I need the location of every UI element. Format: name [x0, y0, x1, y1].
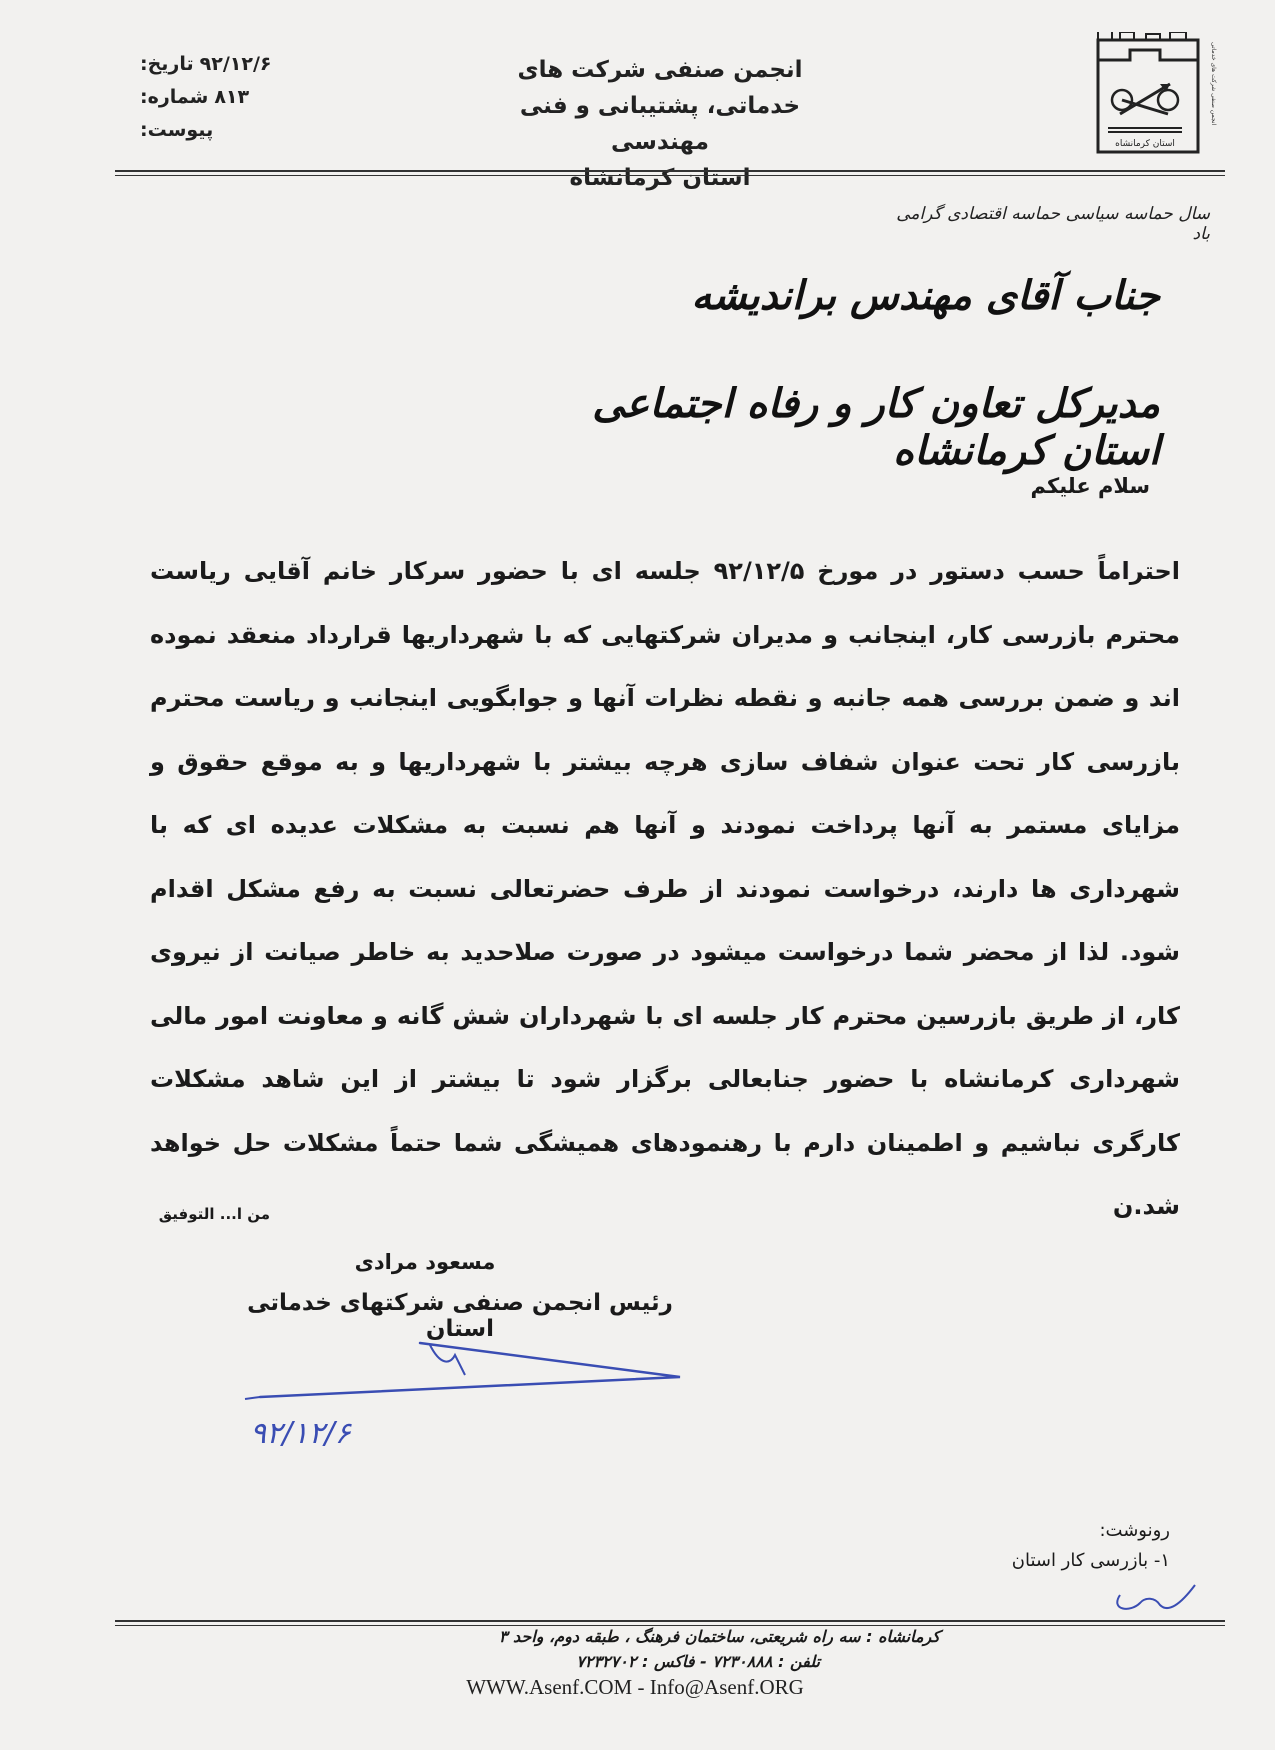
header-divider	[115, 170, 1225, 172]
signer-title: رئیس انجمن صنفی شرکتهای خدماتی استان	[247, 1290, 673, 1342]
date-value: ۹۲/۱۲/۶	[199, 53, 272, 75]
handwritten-date: ۹۲/۱۲/۶	[250, 1416, 351, 1451]
footer-divider	[115, 1620, 1225, 1622]
letter-body: احتراماً حسب دستور در مورخ ۹۲/۱۲/۵ جلسه ای با حضور سرکار خانم آقایی ریاست محترم بازرسی کار، اینجانب و مدیران شرکتهایی که با شهرداریها قرارداد منعقد نموده اند و ضمن بررسی همه جانبه و نقطه نظرات آنها و جوابگویی اینجانب و ریاست محترم بازرسی کار تحت عنوان شفاف سازی هرچه بیشتر با شهرداریها و به موقع حقوق و مزایای مستمر به آنها پرداخت نمودند و آنها هم نسبت به مشکلات عدیده ای که با شهرداری ها دارند، درخواست نمودند از طرف حضرتعالی نسبت به رفع مشکل اقدام شود. لذا از محضر شما درخواست میشود در صورت صلاحدید به خاطر صیانت از نیروی کار، از طریق بازرسین محترم کار جلسه ای با شهرداران شش گانه و معاونت امور مالی شهرداری کرمانشاه با حضور جنابعالی برگزار شود تا بیشتر از این شاهد مشکلات کارگری نباشیم و اطمینان دارم با رهنمودهای همیشگی شما حتماً مشکلات حل خواهد شد.ن	[150, 557, 1180, 1220]
logo-side-caption: انجمن صنفی شرکت های خدماتی	[1210, 42, 1217, 126]
handwritten-signature	[240, 1335, 700, 1455]
number-row	[140, 81, 300, 114]
org-logo	[1090, 32, 1225, 164]
closing-phrase: من ا... التوفیق	[158, 1205, 270, 1223]
org-line-2: خدماتی، پشتیبانی و فنی مهندسی	[519, 93, 801, 155]
date-row	[140, 48, 300, 81]
number-label: شماره:	[140, 86, 209, 108]
footer-website[interactable]: WWW.Asenf.COM - Info@Asenf.ORG	[466, 1675, 804, 1699]
footer-address: کرمانشاه : سه راه شریعتی، ساختمان فرهنگ ، طبقه دوم، واحد ۳	[498, 1627, 940, 1646]
header-divider-thin	[115, 175, 1225, 176]
cc-heading: رونوشت:	[1099, 1520, 1170, 1541]
number-value: ۸۱۳	[214, 86, 250, 108]
recipient-title: مدیرکل تعاون کار و رفاه اجتماعی استان کرمانشاه	[592, 380, 1160, 474]
date-label: تاریخ:	[140, 53, 194, 75]
greeting: سلام علیکم	[1030, 474, 1150, 498]
handwritten-initials	[1100, 1575, 1220, 1625]
year-slogan: سال حماسه سیاسی حماسه اقتصادی گرامی باد	[896, 204, 1210, 244]
org-line-3: استان کرمانشاه	[569, 165, 751, 191]
letter-meta	[140, 48, 300, 147]
logo-caption: استان کرمانشاه	[1115, 139, 1175, 149]
cc-item: ۱- بازرسی کار استان	[1011, 1550, 1170, 1571]
footer-phone: تلفن : ۷۲۳۰۸۸۸ - فاکس : ۷۲۳۲۷۰۲	[576, 1652, 820, 1671]
signer-name: مسعود مرادی	[354, 1250, 496, 1274]
attachment-label: پیوست:	[140, 119, 214, 141]
footer-divider-thin	[115, 1625, 1225, 1626]
recipient-name: جناب آقای مهندس براندیشه	[691, 272, 1160, 319]
attachment-row	[140, 114, 300, 147]
org-line-1: انجمن صنفی شرکت های	[517, 57, 803, 83]
